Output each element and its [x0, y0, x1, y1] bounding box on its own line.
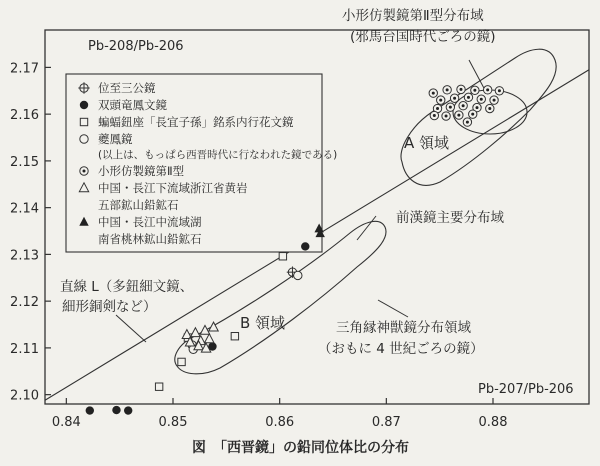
y-tick-label: 2.11 [10, 341, 39, 357]
legend-marker-series-1 [80, 101, 88, 109]
data-point-series-4 [455, 111, 463, 119]
data-point-series-1 [112, 406, 120, 414]
data-point-series-1-shape [301, 242, 309, 250]
small-mirror-region-label: 小形仿製鏡第Ⅱ型分布域 [342, 8, 484, 24]
legend-label-soto-ryuho: 双頭竜鳳文鏡 [98, 98, 167, 112]
triangular-region-note: （おもに 4 世紀ごろの鏡） [318, 341, 484, 357]
data-point-series-4 [483, 86, 491, 94]
x-tick-label: 0.87 [371, 415, 401, 430]
legend-marker-series-2 [80, 118, 87, 125]
data-point-series-1 [301, 242, 309, 250]
data-point-series-3 [294, 271, 302, 279]
x-axis-title: Pb-207/Pb-206 [478, 382, 574, 397]
data-point-series-3-shape [294, 271, 302, 279]
data-point-series-2-shape [155, 383, 162, 390]
legend-marker-series-4 [80, 167, 88, 175]
data-point-series-4-dot [457, 114, 460, 117]
y-tick-label: 2.13 [10, 248, 39, 264]
legend-label-small-mirror: 小形仿製鏡第Ⅱ型 [98, 164, 185, 178]
data-point-series-4 [443, 86, 451, 94]
data-point-series-2 [178, 358, 185, 365]
legend-label-hunan-line2: 南省桃林鉱山鉛鉱石 [98, 232, 202, 246]
region-b-label: B 領域 [240, 314, 286, 332]
data-point-series-4 [446, 103, 454, 111]
data-point-series-4 [429, 89, 437, 97]
legend-label-hunan-line1: 中国・長江中流域湖 [98, 215, 202, 229]
data-point-series-4-dot [453, 97, 456, 100]
data-point-series-1-shape [112, 406, 120, 414]
small-mirror-region-note: (邪馬台国時代ごろの鏡) [350, 29, 496, 45]
data-point-series-4 [464, 93, 472, 101]
data-point-series-4 [486, 104, 494, 112]
data-point-series-4-dot [480, 98, 483, 101]
data-point-series-4-dot [432, 92, 435, 95]
y-tick-label: 2.15 [10, 154, 39, 170]
data-point-series-1-shape [124, 406, 132, 414]
x-tick-label: 0.88 [478, 415, 508, 430]
data-point-series-4-dot [466, 121, 469, 124]
data-point-series-4-dot [446, 88, 449, 91]
y-tick-label: 2.14 [10, 201, 39, 217]
legend-marker-series-3 [80, 135, 88, 143]
legend-label-zhejiang-line1: 中国・長江下流域浙江省黄岩 [98, 181, 248, 195]
figure-caption: 図 「西晋鏡」の鉛同位体比の分布 [192, 440, 409, 456]
data-point-series-4-dot [498, 89, 501, 92]
data-point-series-4-dot [471, 113, 474, 116]
y-axis-title: Pb-208/Pb-206 [88, 39, 184, 54]
data-point-series-2 [231, 333, 238, 340]
data-point-series-4 [450, 94, 458, 102]
y-tick-label: 2.17 [10, 61, 39, 77]
data-point-series-4-dot [436, 107, 439, 110]
data-point-series-4 [442, 112, 450, 120]
data-point-series-4 [471, 86, 479, 94]
data-point-series-4 [459, 102, 467, 110]
region-a-label: A 領域 [404, 134, 450, 152]
data-point-series-2 [155, 383, 162, 390]
data-point-series-4-dot [445, 115, 448, 118]
data-point-series-4-dot [486, 88, 489, 91]
data-point-series-4-dot [460, 88, 463, 91]
x-tick-label: 0.85 [158, 415, 188, 430]
data-point-series-2 [279, 253, 286, 260]
data-point-series-4-dot [433, 114, 436, 117]
data-point-series-2-shape [178, 358, 185, 365]
data-point-series-4-dot [493, 99, 496, 102]
legend-marker-series-1-shape [80, 101, 88, 109]
data-point-series-4-dot [462, 104, 465, 107]
data-point-series-4 [437, 96, 445, 104]
line-l-note: 細形銅剣など） [62, 299, 157, 315]
data-point-series-4 [430, 111, 438, 119]
data-point-series-4-dot [439, 99, 442, 102]
data-point-series-4-dot [476, 106, 479, 109]
triangular-region-label: 三角縁神獣鏡分布領域 [336, 320, 471, 336]
data-point-series-4 [495, 87, 503, 95]
line-l-label: 直線 L（多鈕細文鏡、 [60, 279, 194, 295]
x-tick-label: 0.86 [265, 415, 295, 430]
data-point-series-1 [124, 406, 132, 414]
data-point-series-2-shape [279, 253, 286, 260]
data-point-series-4-dot [467, 96, 470, 99]
data-point-series-4 [477, 95, 485, 103]
data-point-series-4-dot [473, 89, 476, 92]
legend-note-western-jin: (以上は、もっぱら西晋時代に行なわれた鏡である) [98, 149, 338, 161]
legend-label-kiho: 夔鳳鏡 [98, 132, 133, 146]
legend-label-zhejiang-line2: 五部鉱山鉛鉱石 [98, 198, 179, 212]
data-point-series-4 [463, 118, 471, 126]
y-tick-label: 2.16 [10, 108, 39, 124]
legend-marker-series-4-dot [83, 170, 86, 173]
y-tick-label: 2.10 [10, 388, 39, 404]
legend-marker-series-2-shape [80, 118, 87, 125]
data-point-series-4-dot [449, 106, 452, 109]
data-point-series-4 [469, 110, 477, 118]
data-point-series-1-shape [86, 406, 94, 414]
data-point-series-2-shape [231, 333, 238, 340]
data-point-series-4-dot [488, 107, 491, 110]
x-tick-label: 0.84 [51, 415, 81, 430]
legend-label-komori-kaka: 蝙蝠鈕座「長宜子孫」銘系内行花文鏡 [98, 115, 294, 129]
legend-label-wishisan: 位至三公鏡 [98, 81, 156, 95]
y-tick-label: 2.12 [10, 295, 39, 311]
data-point-series-4 [490, 96, 498, 104]
data-point-series-1 [86, 406, 94, 414]
former-han-label: 前漢鏡主要分布域 [396, 210, 504, 226]
legend-marker-series-3-shape [80, 135, 88, 143]
data-point-series-4 [457, 85, 465, 93]
